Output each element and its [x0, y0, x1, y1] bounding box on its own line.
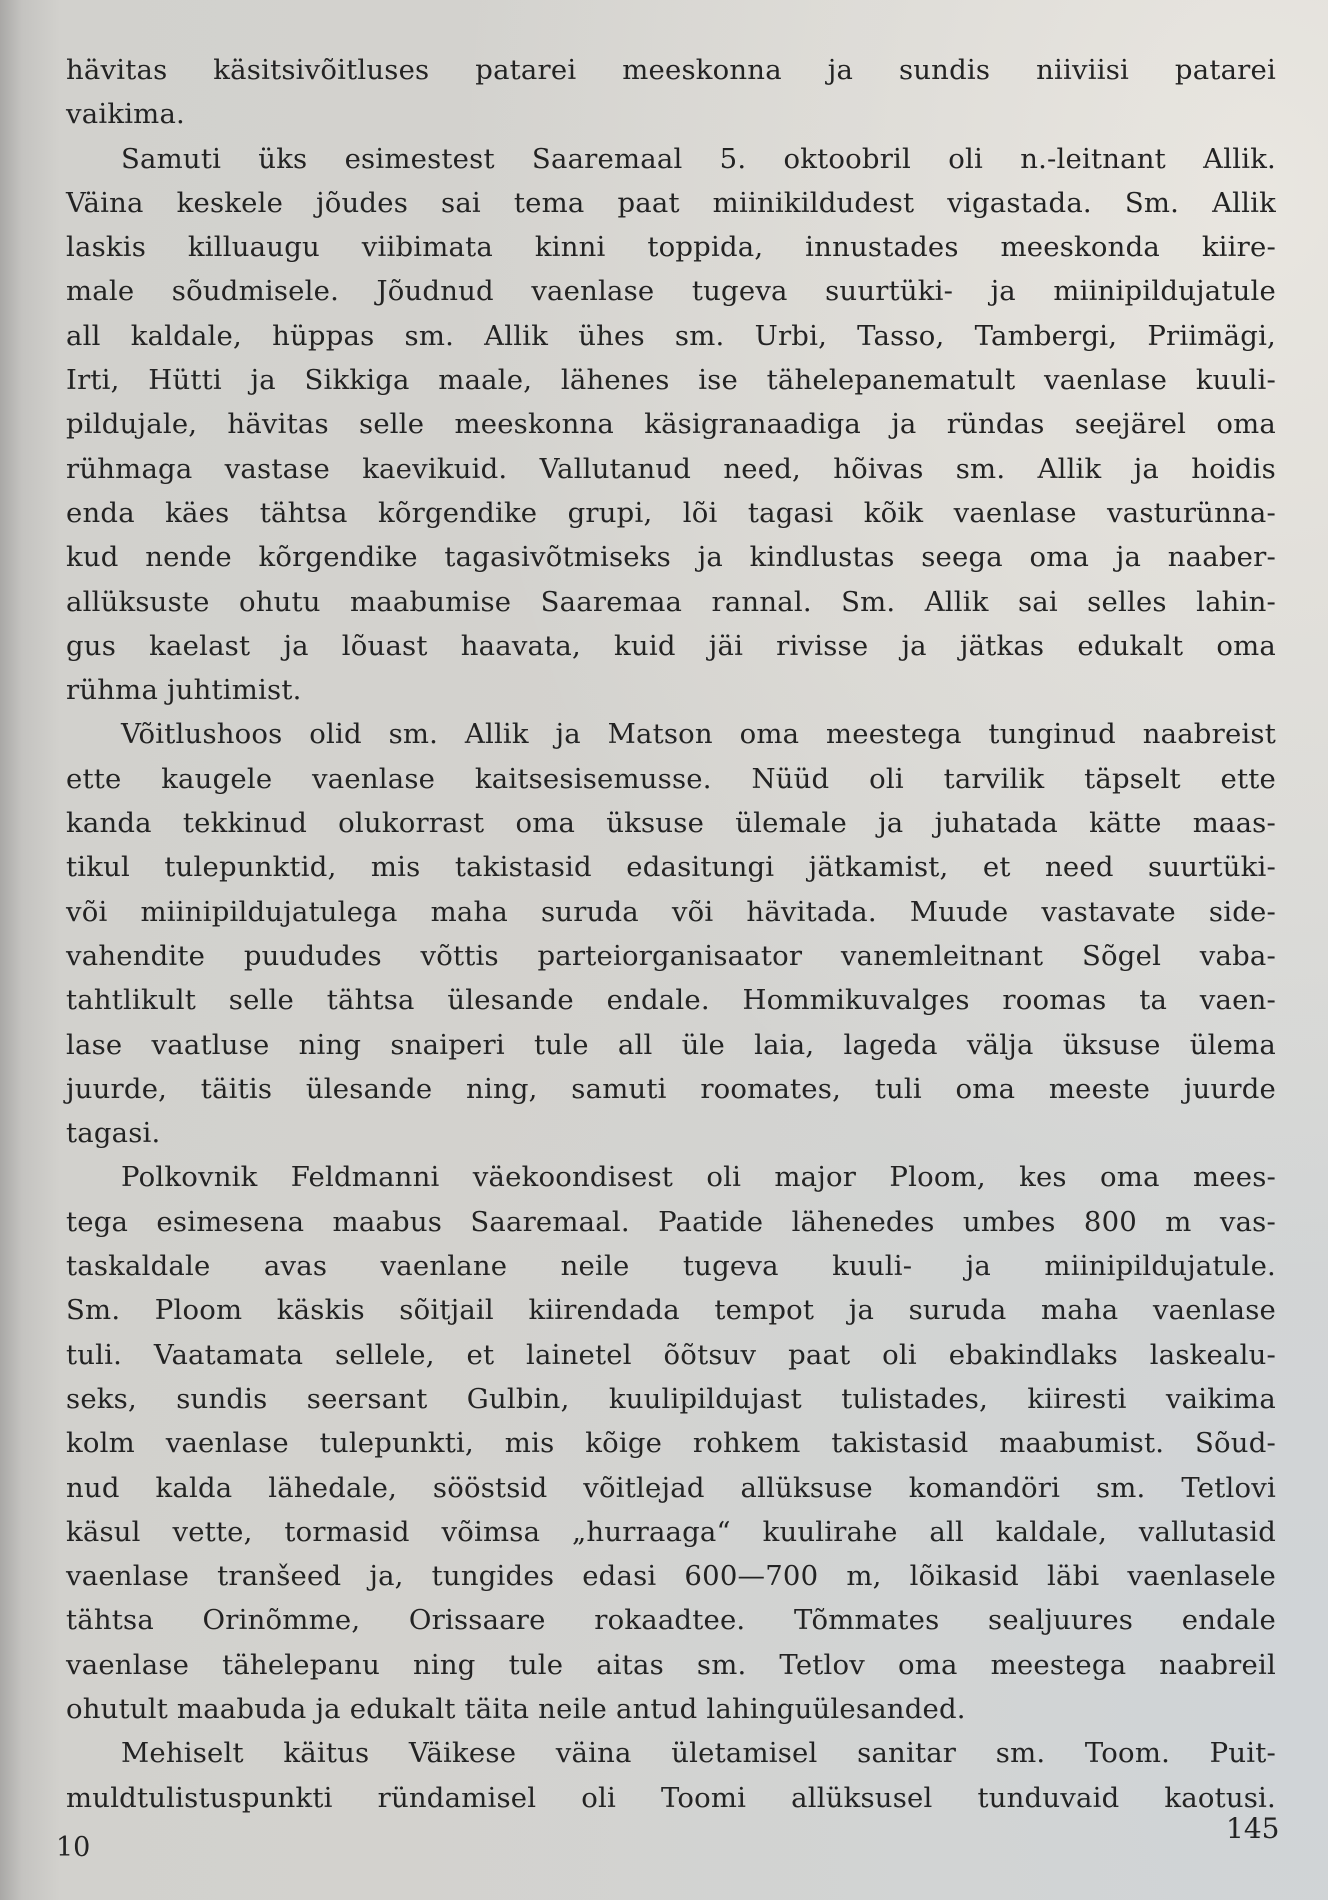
text-line: tahtlikult selle tähtsa ülesande endale. Hommikuvalges roomas ta vaen- — [66, 984, 1276, 1017]
text-line: käsul vette, tormasid võimsa „hurraaga“ kuulirahe all kaldale, vallutasid — [66, 1515, 1276, 1548]
text-line: nud kalda lähedale, sööstsid võitlejad allüksuse komandöri sm. Tetlovi — [66, 1471, 1276, 1504]
text-line: Väina keskele jõudes sai tema paat miinikildudest vigastada. Sm. Allik — [66, 186, 1276, 219]
text-line: juurde, täitis ülesande ning, samuti roomates, tuli oma meeste juurde — [66, 1072, 1276, 1105]
text-line: Sm. Ploom käskis sõitjail kiirendada tempot ja suruda maha vaenlase — [66, 1294, 1276, 1327]
text-line: male sõudmisele. Jõudnud vaenlase tugeva suurtüki- ja miinipildujatule — [66, 275, 1276, 308]
text-line: vaenlase tähelepanu ning tule aitas sm. Tetlov oma meestega naabreil — [66, 1648, 1276, 1681]
text-line: laskis killuaugu viibimata kinni toppida, innustades meeskonda kiire- — [66, 231, 1276, 264]
signature-mark: 10 — [56, 1832, 91, 1863]
text-line: rühmaga vastase kaevikuid. Vallutanud need, hõivas sm. Allik ja hoidis — [66, 452, 1276, 485]
text-line: tega esimesena maabus Saaremaal. Paatide lähenedes umbes 800 m vas- — [66, 1205, 1276, 1238]
body-text — [66, 48, 1276, 1820]
text-line: Samuti üks esimestest Saaremaal 5. oktoobril oli n.-leitnant Allik. — [121, 142, 1276, 175]
text-line: taskaldale avas vaenlane neile tugeva kuuli- ja miinipildujatule. — [66, 1250, 1276, 1283]
text-line: kanda tekkinud olukorrast oma üksuse ülemale ja juhatada kätte maas- — [66, 807, 1276, 840]
text-line: ohutult maabuda ja edukalt täita neile antud lahinguülesanded. — [66, 1692, 966, 1725]
text-line: pildujale, hävitas selle meeskonna käsigranaadiga ja ründas seejärel oma — [66, 408, 1276, 441]
text-line: vaenlase tranšeed ja, tungides edasi 600—700 m, lõikasid läbi vaenlasele — [66, 1560, 1276, 1593]
text-line: kolm vaenlase tulepunkti, mis kõige rohkem takistasid maabumist. Sõud- — [66, 1427, 1276, 1460]
text-line: enda käes tähtsa kõrgendike grupi, lõi tagasi kõik vaenlase vasturünna- — [66, 496, 1276, 529]
text-line: tähtsa Orinõmme, Orissaare rokaadtee. Tõmmates sealjuures endale — [66, 1604, 1276, 1637]
text-line: tuli. Vaatamata sellele, et lainetel õõtsuv paat oli ebakindlaks laskealu- — [66, 1338, 1276, 1371]
text-line: seks, sundis seersant Gulbin, kuulipildujast tulistades, kiiresti vaikima — [66, 1382, 1276, 1415]
text-line: Mehiselt käitus Väikese väina ületamisel sanitar sm. Toom. Puit- — [121, 1737, 1276, 1770]
text-line: tikul tulepunktid, mis takistasid edasitungi jätkamist, et need suurtüki- — [66, 851, 1276, 884]
text-line: kud nende kõrgendike tagasivõtmiseks ja kindlustas seega oma ja naaber- — [66, 541, 1276, 574]
text-line: gus kaelast ja lõuast haavata, kuid jäi rivisse ja jätkas edukalt oma — [66, 629, 1276, 662]
text-line: all kaldale, hüppas sm. Allik ühes sm. Urbi, Tasso, Tambergi, Priimägi, — [66, 319, 1276, 352]
text-line: lase vaatluse ning snaiperi tule all üle laia, lageda välja üksuse ülema — [66, 1028, 1276, 1061]
text-line: allüksuste ohutu maabumise Saaremaa rannal. Sm. Allik sai selles lahin- — [66, 585, 1276, 618]
text-line: tagasi. — [66, 1117, 161, 1150]
text-line: vahendite puududes võttis parteiorganisaator vanemleitnant Sõgel vaba- — [66, 939, 1276, 972]
text-line: või miinipildujatulega maha suruda või hävitada. Muude vastavate side- — [66, 895, 1276, 928]
text-line: Irti, Hütti ja Sikkiga maale, lähenes ise tähelepanematult vaenlase kuuli- — [66, 364, 1276, 397]
text-line: rühma juhtimist. — [66, 674, 302, 707]
text-line: hävitas käsitsivõitluses patarei meeskonna ja sundis niiviisi patarei — [66, 54, 1276, 86]
text-line: ette kaugele vaenlase kaitsesisemusse. Nüüd oli tarvilik täpselt ette — [66, 762, 1276, 795]
text-line: Polkovnik Feldmanni väekoondisest oli major Ploom, kes oma mees- — [121, 1161, 1276, 1194]
text-line: muldtulistuspunkti ründamisel oli Toomi allüksusel tunduvaid kaotusi. — [66, 1781, 1276, 1814]
text-line: vaikima. — [66, 98, 185, 131]
page-number: 145 — [1226, 1812, 1280, 1845]
text-line: Võitlushoos olid sm. Allik ja Matson oma meestega tunginud naabreist — [121, 718, 1276, 751]
